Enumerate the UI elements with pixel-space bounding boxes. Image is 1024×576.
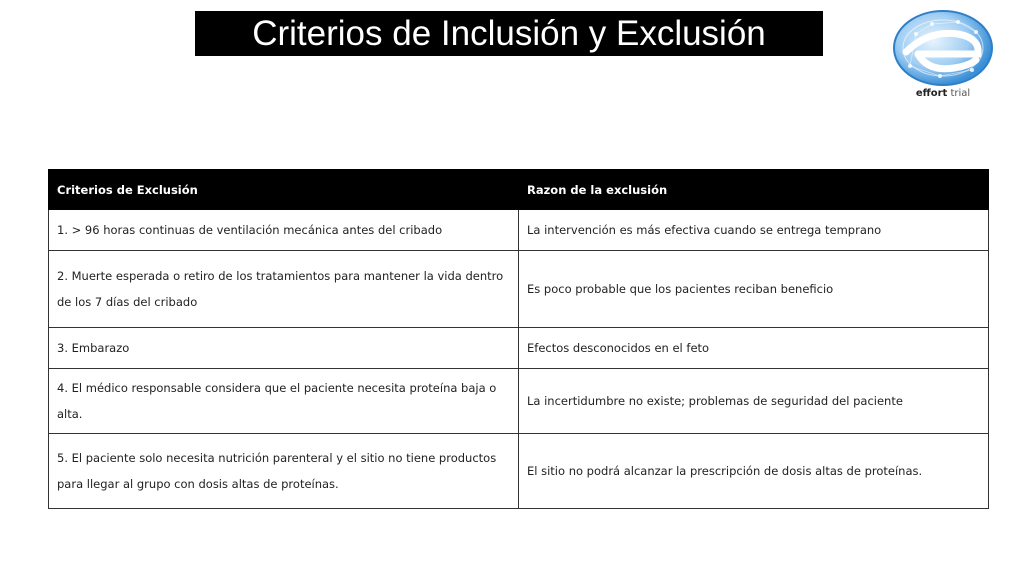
effort-trial-logo xyxy=(888,10,998,102)
header-criteria: Criterios de Exclusión xyxy=(49,170,519,210)
reason-cell: Es poco probable que los pacientes reciban beneficio xyxy=(519,251,989,328)
criterion-cell: 5. El paciente solo necesita nutrición parenteral y el sitio no tiene productos para llegar al grupo con dosis altas de proteínas. xyxy=(49,434,519,509)
reason-cell: La intervención es más efectiva cuando se entrega temprano xyxy=(519,210,989,251)
table-header-row xyxy=(49,170,989,210)
criterion-cell: 1. > 96 horas continuas de ventilación mecánica antes del cribado xyxy=(49,210,519,251)
logo-globe-icon xyxy=(888,10,998,90)
table-row xyxy=(49,328,989,369)
table-row xyxy=(49,434,989,509)
slide-title: Criterios de Inclusión y Exclusión xyxy=(195,11,823,56)
logo-text-effort: effort xyxy=(915,88,948,99)
reason-cell: Efectos desconocidos en el feto xyxy=(519,328,989,369)
criterion-cell: 3. Embarazo xyxy=(49,328,519,369)
logo-caption xyxy=(888,88,998,99)
reason-cell: El sitio no podrá alcanzar la prescripción de dosis altas de proteínas. xyxy=(519,434,989,509)
table-row xyxy=(49,210,989,251)
header-reason: Razon de la exclusión xyxy=(519,170,989,210)
reason-cell: La incertidumbre no existe; problemas de seguridad del paciente xyxy=(519,369,989,434)
criterion-cell: 4. El médico responsable considera que el paciente necesita proteína baja o alta. xyxy=(49,369,519,434)
table-row xyxy=(49,369,989,434)
exclusion-criteria-table xyxy=(48,169,989,509)
criterion-cell: 2. Muerte esperada o retiro de los tratamientos para mantener la vida dentro de los 7 días del cribado xyxy=(49,251,519,328)
logo-text-trial: trial xyxy=(950,88,971,99)
table-row xyxy=(49,251,989,328)
